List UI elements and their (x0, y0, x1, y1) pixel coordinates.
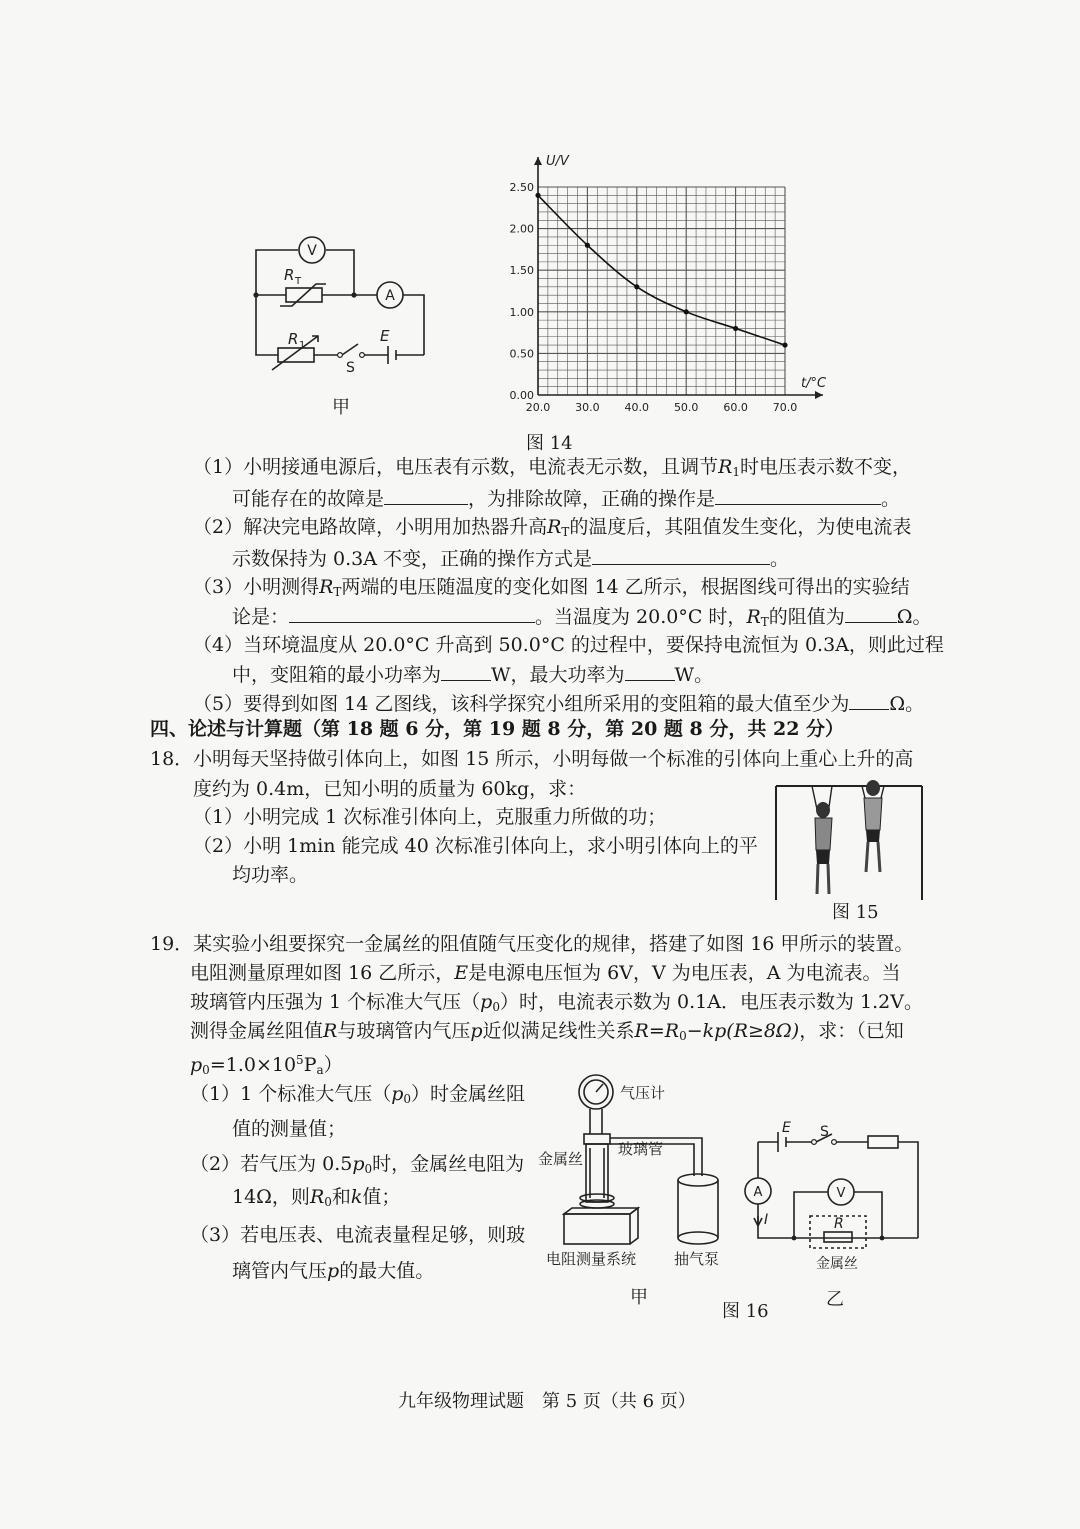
y-tick-label: 1.50 (509, 264, 534, 278)
q18-line2: 度约为 0.4m，已知小明的质量为 60kg，求： (193, 778, 587, 800)
q17-part3-line2: 论是： 。当温度为 20.0°C 时，$R_T$的阻值为 Ω。 (232, 606, 932, 629)
y-tick-label: 2.50 (509, 181, 534, 194)
q18-line3: （1）小明完成 1 次标准引体向上，克服重力所做的功； (193, 806, 667, 828)
figure-16-r-label: R (834, 1216, 844, 1232)
figure-16-apparatus-label: 甲 (630, 1287, 648, 1308)
q18-line4: （2）小明 1min 能完成 40 次标准引体向上，求小明引体向上的平 (193, 835, 758, 857)
x-axis-label: t/°C (801, 376, 827, 391)
y-tick-label: 1.00 (509, 305, 534, 319)
q17-part2-line1: （2）解决完电路故障，小明用加热器升高$R_T$的温度后，其阻值发生变化，为使电流表 (193, 516, 912, 539)
q18-line1: 18．小明每天坚持做引体向上，如图 15 所示，小明每做一个标准的引体向上重心上升的高 (150, 748, 914, 770)
figure-16-metal-label: 金属丝 (816, 1256, 858, 1272)
battery-label: E (380, 327, 390, 345)
q17-part2-line2: 示数保持为 0.3A 不变，正确的操作方式是 。 (232, 548, 790, 570)
pump-label: 抽气泵 (674, 1250, 720, 1268)
figure-16-s-label: S (820, 1124, 829, 1140)
data-point (535, 193, 540, 198)
q17-part5: （5）要得到如图 14 乙图线，该科学探究小组所采用的变阻箱的最大值至少为 Ω。 (193, 693, 925, 715)
q19-sub3-line2: 璃管内气压p的最大值。 (232, 1260, 435, 1282)
rt-label: R (284, 266, 295, 284)
figure-14-caption: 图 14 (526, 433, 573, 454)
q18-line5: 均功率。 (232, 864, 309, 886)
figure-15-caption: 图 15 (832, 902, 879, 923)
q17-part1-line1: （1）小明接通电源后，电压表有示数，电流表无示数，且调节$R_1$时电压表示数不变， (193, 456, 912, 479)
q17-part1-line2: 可能存在的故障是 ，为排除故障，正确的操作是 。 (232, 488, 901, 510)
figure-14-circuit (240, 232, 440, 412)
figure-16-apparatus (530, 1068, 750, 1308)
section-4-heading: 四、论述与计算题（第 18 题 6 分，第 19 题 8 分，第 20 题 8 分，共 22 分） (150, 718, 845, 740)
figure-14-circuit-label: 甲 (332, 397, 350, 418)
wire-label: 金属丝 (538, 1150, 584, 1168)
q17-part4-line2: 中，变阻箱的最小功率为 W，最大功率为 W。 (232, 664, 714, 686)
q17-part3-line1: （3）小明测得$R_T$两端的电压随温度的变化如图 14 乙所示，根据图线可得出的实验结 (193, 576, 910, 599)
figure-16-e-label: E (782, 1120, 791, 1136)
q17-part4-line1: （4）当环境温度从 20.0°C 升高到 50.0°C 的过程中，要保持电流恒为 0.3A，则此过程 (193, 634, 944, 656)
r1-label: R (288, 330, 299, 348)
data-point (684, 309, 689, 314)
switch-label: S (346, 360, 355, 376)
q19-sub2-line1: （2）若气压为 $0.5p_0$时，金属丝电阻为 (190, 1153, 525, 1176)
ammeter-label: A (385, 288, 395, 304)
q19-sub2-line2: 14Ω，则$R_0$和k值； (232, 1186, 401, 1209)
q19-line3: 玻璃管内压强为 1 个标准大气压$(p_0)$时，电流表示数为 0.1A．电压表示数为 1.2V。 (190, 991, 923, 1014)
r1-sub: 1 (299, 340, 306, 351)
data-point (585, 243, 590, 248)
rt-sub: T (295, 276, 302, 287)
q19-line4: 测得金属丝阻值R与玻璃管内气压p近似满足线性关系$R=R_0-kp(R\ge 8\Omega)$，求：（已知 (190, 1020, 904, 1043)
x-tick-label: 50.0 (673, 401, 699, 414)
x-tick-label: 60.0 (723, 401, 748, 414)
data-point (634, 284, 639, 289)
y-tick-label: 2.00 (509, 222, 534, 236)
figure-16-ammeter-label: A (753, 1185, 763, 1200)
figure-14-chart (500, 145, 840, 425)
origin-label: 0.00 (509, 389, 534, 402)
q19-line1: 19．某实验小组要探究一金属丝的阻值随气压变化的规律，搭建了如图 16 甲所示的装置。 (150, 933, 914, 955)
x-tick-label: 30.0 (575, 401, 600, 414)
y-tick-label: 0.50 (509, 347, 534, 361)
gauge-label: 气压计 (620, 1084, 666, 1102)
q19-line2: 电阻测量原理如图 16 乙所示，E是电源电压恒为 6V，V 为电压表，A 为电流表。当 (190, 962, 901, 984)
system-label: 电阻测量系统 (546, 1250, 637, 1268)
x-tick-label: 20.0 (525, 401, 551, 414)
q19-sub1-line2: 值的测量值； (232, 1118, 347, 1140)
tube-label: 玻璃管 (618, 1140, 664, 1158)
figure-16-caption: 图 16 (722, 1301, 769, 1322)
x-tick-label: 70.0 (772, 401, 798, 414)
voltmeter-label: V (307, 243, 317, 259)
q19-line5: $p_0=1.0\times 10^5P_a$） (190, 1053, 343, 1077)
q19-sub3-line1: （3）若电压表、电流表量程足够，则玻 (190, 1224, 526, 1246)
figure-16-i-label: I (764, 1212, 769, 1228)
figure-16-voltmeter-label: V (836, 1186, 846, 1201)
page-footer: 九年级物理试题 第 5 页（共 6 页） (398, 1391, 696, 1412)
x-tick-label: 40.0 (624, 401, 650, 414)
figure-15-pullup (772, 772, 927, 902)
data-point (782, 342, 787, 347)
figure-16-circuit (740, 1112, 930, 1302)
y-axis-arrow (534, 157, 542, 165)
q19-sub1-line1: （1）1 个标准大气压$(p_0)$时金属丝阻 (190, 1083, 526, 1106)
x-axis-arrow (815, 391, 823, 399)
y-axis-label: U/V (546, 154, 569, 169)
data-point (733, 326, 738, 331)
figure-16-circuit-label: 乙 (826, 1289, 844, 1310)
